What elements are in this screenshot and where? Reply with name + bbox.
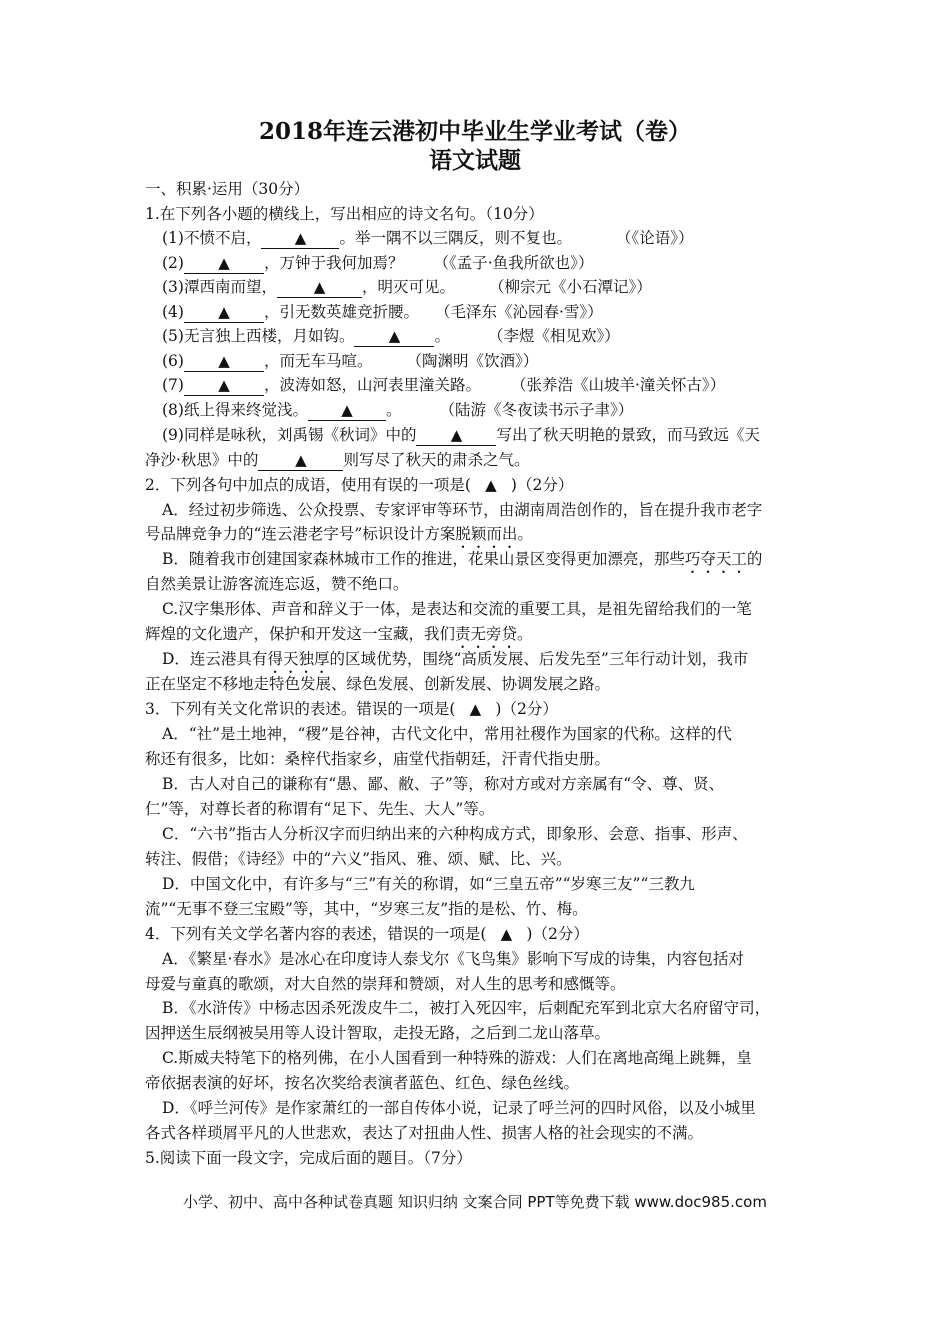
- answer-blank[interactable]: ▲: [277, 277, 362, 298]
- q3-option-a-cont: 称还有很多，比如：桑梓代指家乡，庙堂代指朝廷，汗青代指史册。: [145, 750, 611, 768]
- answer-paren[interactable]: ▲: [469, 700, 482, 718]
- exam-subtitle: 语文试题: [429, 147, 521, 174]
- exam-title: 2018年连云港初中毕业生学业考试（卷）: [258, 118, 691, 145]
- q2-option-d: D．连云港具有得天独厚的区域优势，围绕“高质发展、后发先至”三年行动计划，我市: [162, 650, 749, 668]
- q3-option-d: D．中国文化中，有许多与“三”有关的称谓，如“三皇五帝”“岁寒三友”“三教九: [162, 875, 695, 893]
- q1-stem: 1.在下列各小题的横线上，写出相应的诗文名句。（10分）: [145, 205, 544, 223]
- q1-item: (6) ▲ ，而无车马喧。 （陶渊明《饮酒》）: [162, 352, 539, 370]
- q3-option-d-cont: 流”“无事不登三宝殿”等，其中，“岁寒三友”指的是松、竹、梅。: [145, 900, 588, 918]
- answer-blank[interactable]: ▲: [354, 326, 434, 347]
- page-footer: 小学、初中、高中各种试卷真题 知识归纳 文案合同 PPT等免费下载 www.doc985.com: [183, 1193, 767, 1211]
- q2-option-c-cont: 辉煌的文化遗产，保护和开发这一宝藏，我们责无旁贷。: [145, 625, 533, 643]
- answer-paren[interactable]: ▲: [500, 925, 513, 943]
- q1-item-cont: 净沙·秋思》中的 ▲ 则写尽了秋天的肃杀之气。: [145, 451, 530, 469]
- q2-option-a: A．经过初步筛选、公众投票、专家评审等环节，由湖南周浩创作的，旨在提升我市老字: [162, 501, 763, 519]
- answer-blank[interactable]: ▲: [258, 450, 343, 471]
- q3-option-b: B．古人对自己的谦称有“愚、鄙、敝、子”等，称对方或对方亲属有“令、尊、贤、: [162, 775, 725, 793]
- q3-option-b-cont: 仁”等，对尊长者的称谓有“足下、先生、大人”等。: [145, 800, 495, 818]
- q1-item: (5)无言独上西楼，月如钩。 ▲ 。 （李煜《相见欢》）: [162, 327, 620, 345]
- answer-blank[interactable]: ▲: [416, 425, 496, 446]
- q2-stem: 2．下列各句中加点的成语，使用有误的一项是( ▲ )（2分）: [145, 473, 573, 498]
- q2-option-d-cont: 正在坚定不移地走特色发展、绿色发展、创新发展、协调发展之路。: [145, 675, 611, 693]
- q3-option-c: C．“六书”指古人分析汉字而归纳出来的六种构成方式，即象形、会意、指事、形声、: [162, 825, 748, 843]
- q4-option-c-cont: 帝依据表演的好坏，按名次奖给表演者蓝色、红色、绿色丝线。: [145, 1074, 580, 1092]
- q5-stem: 5.阅读下面一段文字，完成后面的题目。（7分）: [145, 1149, 472, 1167]
- q4-option-b: B．《水浒传》中杨志因杀死泼皮牛二，被打入死囚牢，后刺配充军到北京大名府留守司，: [162, 999, 771, 1017]
- q2-option-a-cont: 号品牌竞争力的“连云港老字号”标识设计方案脱颖而出。: [145, 525, 533, 543]
- q1-item: (2) ▲ ，万钟于我何加焉？ （《孟子·鱼我所欲也》）: [162, 254, 594, 272]
- answer-blank[interactable]: ▲: [261, 228, 339, 249]
- answer-paren[interactable]: ▲: [485, 476, 497, 494]
- answer-blank[interactable]: ▲: [308, 400, 386, 421]
- q3-stem: 3．下列有关文化常识的表述。错误的一项是( ▲ )（2分）: [145, 697, 558, 722]
- q1-item: (9)同样是咏秋，刘禹锡《秋词》中的 ▲ 写出了秋天明艳的景致，而马致远《天: [162, 426, 760, 444]
- q1-item: (4) ▲ ，引无数英雄竞折腰。 （毛泽东《沁园春·雪》）: [162, 303, 603, 321]
- q4-option-d: D．《呼兰河传》是作家萧红的一部自传体小说，记录了呼兰河的四时风俗，以及小城里: [162, 1099, 756, 1117]
- answer-blank[interactable]: ▲: [184, 253, 264, 274]
- q1-item: (7) ▲ ，波涛如怒，山河表里潼关路。 （张养浩《山坡羊·潼关怀古》）: [162, 376, 726, 394]
- q1-item: (3)潭西南而望， ▲ ，明灭可见。 （柳宗元《小石潭记》）: [162, 278, 652, 296]
- q2-option-b-cont: 自然美景让游客流连忘返，赞不绝口。: [145, 575, 409, 593]
- answer-blank[interactable]: ▲: [184, 375, 264, 396]
- q1-item: (1)不愤不启， ▲ 。举一隅不以三隅反，则不复也。 （《论语》）: [162, 229, 694, 247]
- q4-option-a: A．《繁星·春水》是冰心在印度诗人泰戈尔《飞鸟集》影响下写成的诗集，内容包括对: [162, 950, 744, 968]
- q4-option-d-cont: 各式各样琐屑平凡的人世悲欢，表达了对扭曲人性、损害人格的社会现实的不满。: [145, 1124, 704, 1142]
- q1-item: (8)纸上得来终觉浅。 ▲ 。 （陆游《冬夜读书示子聿》）: [162, 401, 634, 419]
- q4-stem: 4．下列有关文学名著内容的表述，错误的一项是( ▲ )（2分）: [145, 922, 589, 947]
- q4-option-a-cont: 母爱与童真的歌颂，对大自然的崇拜和赞颂，对人生的思考和感慨等。: [145, 975, 626, 993]
- q2-option-c: C.汉字集形体、声音和辞义于一体，是表达和交流的重要工具，是祖先留给我们的一笔: [162, 600, 752, 618]
- q3-option-c-cont: 转注、假借；《诗经》中的“六义”指风、雅、颂、赋、比、兴。: [145, 850, 572, 868]
- section-heading: 一、积累·运用（30分）: [145, 180, 310, 198]
- answer-blank[interactable]: ▲: [184, 302, 264, 323]
- q3-option-a: A．“社”是土地神，“稷”是谷神，古代文化中，常用社稷作为国家的代称。这样的代: [162, 725, 732, 743]
- q4-option-c: C.斯威夫特笔下的格列佛，在小人国看到一种特殊的游戏：人们在离地高绳上跳舞，皇: [162, 1049, 752, 1067]
- q2-option-b: B．随着我市创建国家森林城市工作的推进，花果山景区变得更加漂亮，那些巧夺天工的: [162, 550, 763, 568]
- q4-option-b-cont: 因押送生辰纲被吴用等人设计智取，走投无路，之后到二龙山落草。: [145, 1024, 611, 1042]
- answer-blank[interactable]: ▲: [184, 351, 264, 372]
